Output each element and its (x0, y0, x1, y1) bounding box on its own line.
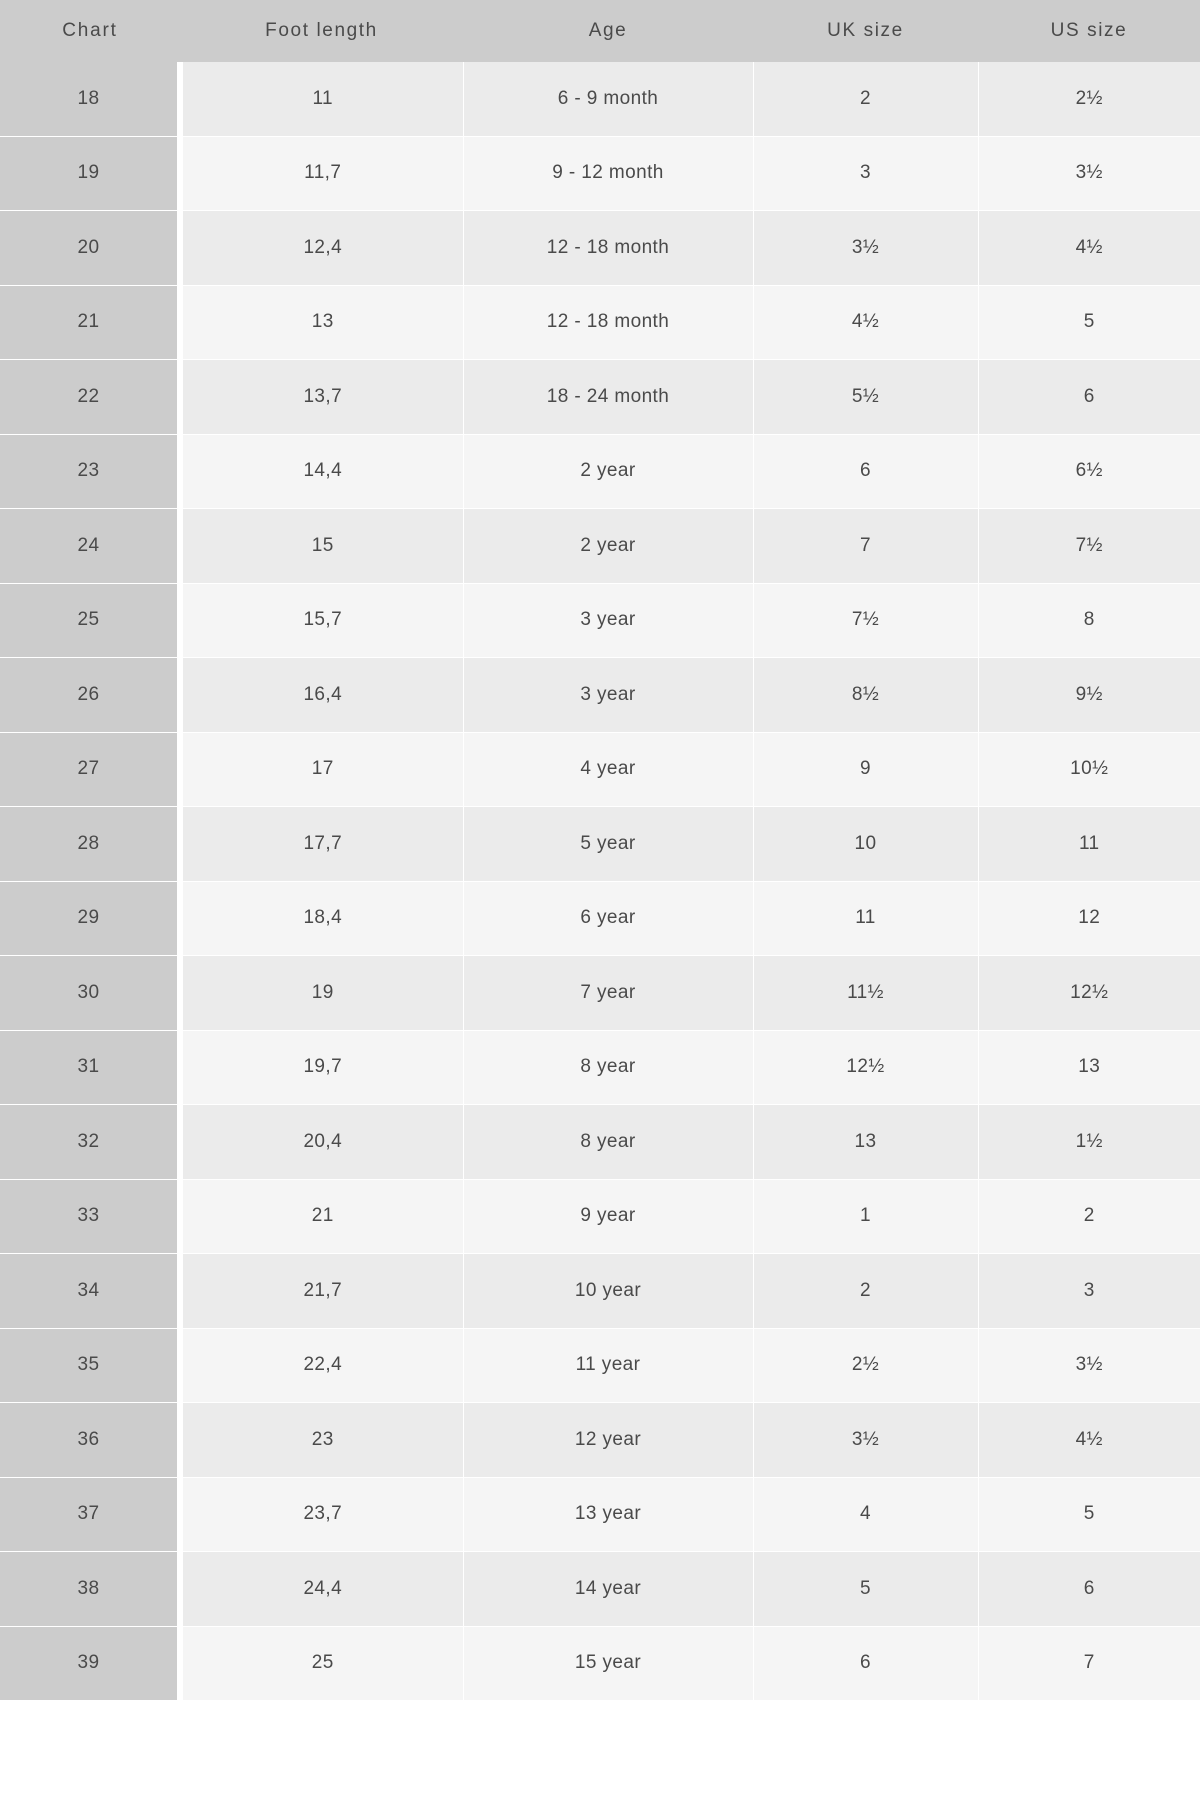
cell-chart: 36 (0, 1403, 180, 1478)
cell-uk-size: 1 (753, 1179, 978, 1254)
cell-chart: 20 (0, 211, 180, 286)
cell-us-size: 8 (978, 583, 1200, 658)
cell-foot-length: 17 (180, 732, 463, 807)
cell-us-size: 3½ (978, 136, 1200, 211)
cell-age: 6 year (463, 881, 753, 956)
cell-chart: 34 (0, 1254, 180, 1329)
cell-foot-length: 19 (180, 956, 463, 1031)
cell-foot-length: 22,4 (180, 1328, 463, 1403)
cell-us-size: 9½ (978, 658, 1200, 733)
cell-uk-size: 2½ (753, 1328, 978, 1403)
table-row (0, 434, 1200, 509)
table-row (0, 1477, 1200, 1552)
cell-foot-length: 21 (180, 1179, 463, 1254)
table-header-row (0, 0, 1200, 62)
cell-chart: 23 (0, 434, 180, 509)
table-row (0, 1328, 1200, 1403)
table-row (0, 1403, 1200, 1478)
cell-chart: 33 (0, 1179, 180, 1254)
cell-uk-size: 3 (753, 136, 978, 211)
cell-age: 3 year (463, 583, 753, 658)
cell-foot-length: 13,7 (180, 360, 463, 435)
cell-chart: 37 (0, 1477, 180, 1552)
table-row (0, 360, 1200, 435)
cell-chart: 30 (0, 956, 180, 1031)
cell-foot-length: 23 (180, 1403, 463, 1478)
cell-uk-size: 3½ (753, 1403, 978, 1478)
cell-foot-length: 25 (180, 1626, 463, 1700)
cell-chart: 21 (0, 285, 180, 360)
cell-us-size: 3½ (978, 1328, 1200, 1403)
table-header (0, 0, 1200, 62)
cell-age: 2 year (463, 434, 753, 509)
table-row (0, 1030, 1200, 1105)
cell-age: 7 year (463, 956, 753, 1031)
cell-uk-size: 11½ (753, 956, 978, 1031)
table-row (0, 285, 1200, 360)
cell-foot-length: 21,7 (180, 1254, 463, 1329)
cell-age: 12 - 18 month (463, 285, 753, 360)
table-row (0, 1552, 1200, 1627)
cell-age: 10 year (463, 1254, 753, 1329)
cell-chart: 19 (0, 136, 180, 211)
column-header-uk-size: UK size (753, 0, 978, 62)
cell-uk-size: 2 (753, 1254, 978, 1329)
table-row (0, 62, 1200, 136)
cell-us-size: 4½ (978, 211, 1200, 286)
cell-age: 3 year (463, 658, 753, 733)
cell-uk-size: 13 (753, 1105, 978, 1180)
cell-us-size: 10½ (978, 732, 1200, 807)
cell-chart: 25 (0, 583, 180, 658)
table-row (0, 1626, 1200, 1700)
cell-uk-size: 5 (753, 1552, 978, 1627)
table-row (0, 583, 1200, 658)
cell-foot-length: 12,4 (180, 211, 463, 286)
cell-chart: 27 (0, 732, 180, 807)
cell-us-size: 6½ (978, 434, 1200, 509)
cell-foot-length: 11 (180, 62, 463, 136)
cell-uk-size: 3½ (753, 211, 978, 286)
table-row (0, 136, 1200, 211)
cell-chart: 26 (0, 658, 180, 733)
cell-foot-length: 17,7 (180, 807, 463, 882)
cell-age: 18 - 24 month (463, 360, 753, 435)
cell-foot-length: 11,7 (180, 136, 463, 211)
cell-us-size: 3 (978, 1254, 1200, 1329)
cell-foot-length: 18,4 (180, 881, 463, 956)
cell-age: 9 - 12 month (463, 136, 753, 211)
table-row (0, 1105, 1200, 1180)
cell-age: 8 year (463, 1105, 753, 1180)
cell-chart: 24 (0, 509, 180, 584)
cell-foot-length: 13 (180, 285, 463, 360)
cell-age: 4 year (463, 732, 753, 807)
cell-foot-length: 15,7 (180, 583, 463, 658)
cell-age: 6 - 9 month (463, 62, 753, 136)
cell-uk-size: 7 (753, 509, 978, 584)
table-row (0, 1254, 1200, 1329)
cell-uk-size: 12½ (753, 1030, 978, 1105)
cell-foot-length: 19,7 (180, 1030, 463, 1105)
table-row (0, 658, 1200, 733)
cell-uk-size: 4 (753, 1477, 978, 1552)
cell-uk-size: 10 (753, 807, 978, 882)
cell-foot-length: 24,4 (180, 1552, 463, 1627)
cell-us-size: 6 (978, 1552, 1200, 1627)
cell-age: 15 year (463, 1626, 753, 1700)
cell-age: 5 year (463, 807, 753, 882)
cell-us-size: 2½ (978, 62, 1200, 136)
cell-foot-length: 14,4 (180, 434, 463, 509)
cell-age: 12 - 18 month (463, 211, 753, 286)
cell-us-size: 6 (978, 360, 1200, 435)
table-row (0, 732, 1200, 807)
cell-chart: 32 (0, 1105, 180, 1180)
cell-uk-size: 5½ (753, 360, 978, 435)
cell-uk-size: 4½ (753, 285, 978, 360)
cell-uk-size: 7½ (753, 583, 978, 658)
cell-us-size: 5 (978, 1477, 1200, 1552)
table-row (0, 1179, 1200, 1254)
cell-age: 8 year (463, 1030, 753, 1105)
cell-uk-size: 9 (753, 732, 978, 807)
cell-age: 2 year (463, 509, 753, 584)
cell-age: 9 year (463, 1179, 753, 1254)
cell-age: 13 year (463, 1477, 753, 1552)
column-header-foot-length: Foot length (180, 0, 463, 62)
cell-us-size: 12½ (978, 956, 1200, 1031)
cell-us-size: 1½ (978, 1105, 1200, 1180)
cell-uk-size: 11 (753, 881, 978, 956)
cell-foot-length: 20,4 (180, 1105, 463, 1180)
cell-us-size: 11 (978, 807, 1200, 882)
cell-us-size: 2 (978, 1179, 1200, 1254)
cell-us-size: 5 (978, 285, 1200, 360)
table-row (0, 881, 1200, 956)
table-row (0, 807, 1200, 882)
cell-age: 12 year (463, 1403, 753, 1478)
cell-chart: 22 (0, 360, 180, 435)
cell-us-size: 7½ (978, 509, 1200, 584)
cell-chart: 18 (0, 62, 180, 136)
cell-uk-size: 2 (753, 62, 978, 136)
table-row (0, 211, 1200, 286)
table-row (0, 956, 1200, 1031)
table-row (0, 509, 1200, 584)
cell-uk-size: 6 (753, 1626, 978, 1700)
cell-chart: 31 (0, 1030, 180, 1105)
cell-chart: 29 (0, 881, 180, 956)
cell-us-size: 13 (978, 1030, 1200, 1105)
cell-us-size: 12 (978, 881, 1200, 956)
table-body (0, 62, 1200, 1700)
column-header-us-size: US size (978, 0, 1200, 62)
cell-foot-length: 23,7 (180, 1477, 463, 1552)
cell-uk-size: 8½ (753, 658, 978, 733)
cell-foot-length: 16,4 (180, 658, 463, 733)
cell-foot-length: 15 (180, 509, 463, 584)
cell-uk-size: 6 (753, 434, 978, 509)
cell-age: 14 year (463, 1552, 753, 1627)
cell-chart: 35 (0, 1328, 180, 1403)
column-header-age: Age (463, 0, 753, 62)
cell-chart: 38 (0, 1552, 180, 1627)
cell-us-size: 4½ (978, 1403, 1200, 1478)
cell-chart: 39 (0, 1626, 180, 1700)
cell-us-size: 7 (978, 1626, 1200, 1700)
cell-chart: 28 (0, 807, 180, 882)
cell-age: 11 year (463, 1328, 753, 1403)
column-header-chart: Chart (0, 0, 180, 62)
